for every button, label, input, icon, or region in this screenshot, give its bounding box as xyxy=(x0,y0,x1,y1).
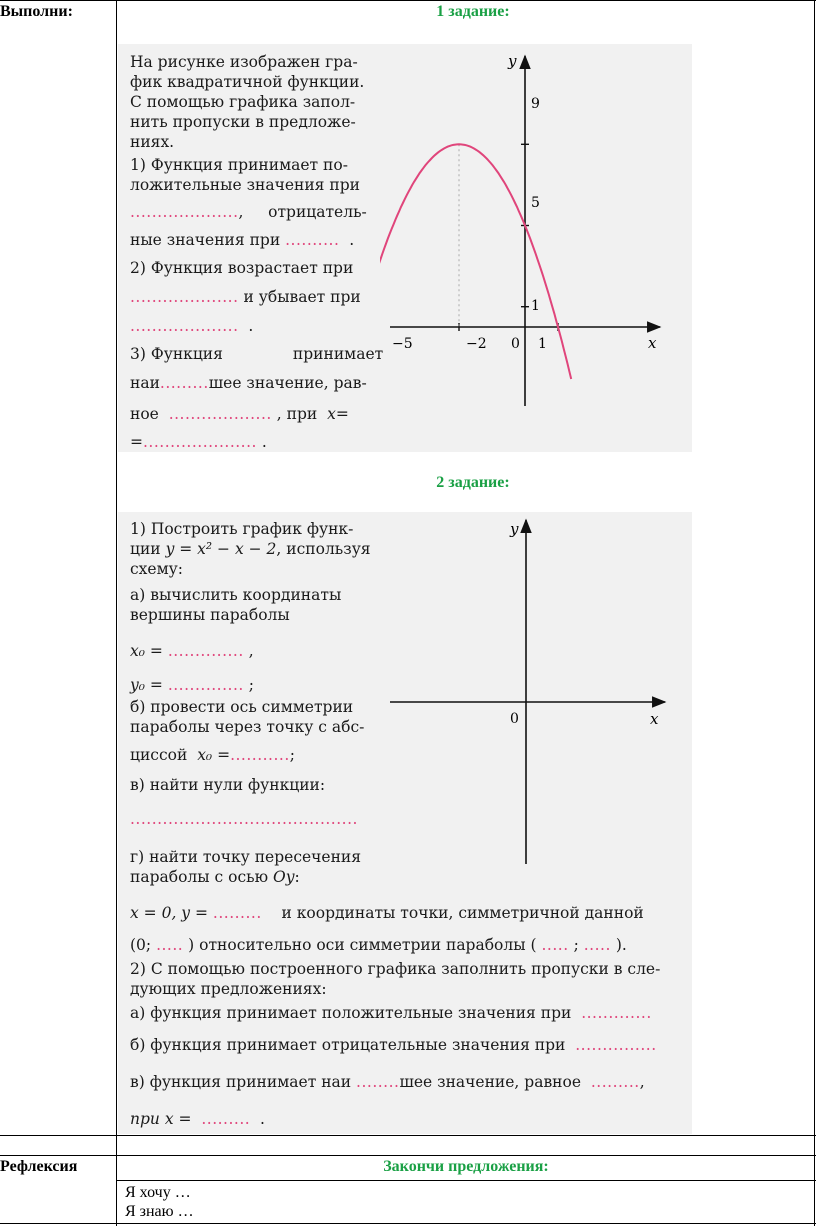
t1-function-label: 3) Функция xyxy=(130,345,223,363)
t1-value-label: шее значение, рав- xyxy=(208,374,367,392)
t1-line-1: На рисунке изображен гра- xyxy=(130,53,358,71)
t2-line-20 xyxy=(130,1035,657,1055)
left-header: Выполни: xyxy=(0,3,73,20)
t1-ytick-5: 5 xyxy=(531,195,540,211)
reflection-inner-divider xyxy=(116,1180,816,1181)
blank-t2-extremum[interactable]: ........ xyxy=(356,1073,400,1091)
t2-relative: ) относительно оси симметрии параболы ( xyxy=(188,936,537,954)
blank-t2-positive[interactable]: ............. xyxy=(581,1004,652,1022)
blank-sym-x[interactable]: ..... xyxy=(541,936,569,954)
t2-axis-oy: параболы с осью xyxy=(130,868,269,886)
blank-sym-y[interactable]: ..... xyxy=(583,936,611,954)
t1-line-2: фик квадратичной функции. xyxy=(130,73,365,91)
t1-line-5: ниях. xyxy=(130,133,175,151)
t2-y-label: y xyxy=(510,520,519,538)
t1-line-6: 1) Функция принимает по- xyxy=(130,156,348,174)
t1-nai-label: наи xyxy=(130,374,160,392)
t1-equal-label: ное xyxy=(130,405,159,423)
reflection-title: Закончи предложения: xyxy=(383,1158,549,1175)
t2-at-x: при x = xyxy=(130,1110,192,1128)
t2-line-13: г) найти точку пересечения xyxy=(130,848,362,866)
t1-xtick-0: 0 xyxy=(511,336,520,352)
table-row-divider-2 xyxy=(0,1155,816,1156)
blank-x0[interactable]: .............. xyxy=(167,642,244,660)
blank-positive[interactable]: .................... xyxy=(130,203,239,221)
t1-y-label: y xyxy=(508,52,517,70)
t1-decrease-label: и убывает при xyxy=(243,288,361,306)
t1-line-4: нить пропуски в предложе- xyxy=(130,113,356,131)
t2-x-label: x xyxy=(650,710,659,728)
blank-extreme-value[interactable]: ................... xyxy=(168,405,272,423)
t1-xtick-m5: −5 xyxy=(392,336,413,352)
t2-line-9: параболы через точку с абс- xyxy=(130,718,365,736)
reflection-line-1: Я хочу … xyxy=(125,1184,191,1201)
table-top-border xyxy=(0,0,816,1)
t2-x0-y: x = 0, y = xyxy=(130,904,208,922)
t2-line-14: параболы с осью Oy: xyxy=(130,868,300,886)
task1-text xyxy=(130,52,384,452)
t1-line-15 xyxy=(130,404,349,424)
t2-line-16 xyxy=(130,935,627,955)
t2-tsii: ции xyxy=(130,540,161,558)
table-row-divider-1 xyxy=(0,1135,816,1136)
t1-takes-label: принимает xyxy=(292,345,384,363)
t1-line-10: 2) Функция возрастает при xyxy=(130,259,354,277)
t2-line-11: в) найти нули функции: xyxy=(130,776,326,794)
blank-y0[interactable]: .............. xyxy=(167,676,244,694)
t2-x0-b: x₀ = xyxy=(197,746,231,764)
t2-abscissa: циссой xyxy=(130,746,188,764)
blank-axis-x0[interactable]: ........... xyxy=(230,746,290,764)
t1-line-7: ложительные значения при xyxy=(130,176,360,194)
blank-t2-value[interactable]: ......... xyxy=(590,1073,640,1091)
blank-extremum[interactable]: ......... xyxy=(159,374,209,392)
blank-zeros[interactable]: .......................................... xyxy=(130,810,358,828)
t1-xtick-1: 1 xyxy=(538,336,547,352)
blank-decrease[interactable]: .................... xyxy=(130,317,239,335)
t1-x-var: x xyxy=(327,405,336,423)
t2-symmetric: и координаты точки, симметричной данной xyxy=(281,904,644,922)
t1-xtick-m2: −2 xyxy=(466,336,487,352)
reflection-line-2: Я знаю … xyxy=(125,1203,194,1220)
t2-line-10: циссой x₀ =...........; xyxy=(130,746,295,764)
t2-line-17: 2) С помощью построенного графика заполнить пропуски в сле- xyxy=(130,960,661,978)
t2-negative: б) функция принимает отрицательные значения при xyxy=(130,1036,566,1054)
t2-line-6: x₀ = .............. , xyxy=(130,642,254,660)
t1-at-label: , при xyxy=(276,405,318,423)
t2-period: . xyxy=(260,1110,265,1128)
reflection-label: Рефлексия xyxy=(0,1158,78,1175)
t2-line-2 xyxy=(130,539,371,559)
t2-oy: Oy xyxy=(273,868,295,886)
t2-y0: y₀ = xyxy=(130,676,163,694)
blank-extreme-x[interactable]: ..................... xyxy=(143,433,257,451)
t2-line-8: б) провести ось симметрии xyxy=(130,698,354,716)
task2-title: 2 задание: xyxy=(436,474,510,491)
t1-line-11 xyxy=(130,287,361,307)
t1-line-14 xyxy=(130,373,367,393)
t2-positive: а) функция принимает положительные значения при xyxy=(130,1004,572,1022)
blank-point-y[interactable]: ..... xyxy=(156,936,184,954)
t2-line-12 xyxy=(130,809,358,829)
t2-close: ). xyxy=(615,936,627,954)
blank-t2-negative[interactable]: ............... xyxy=(575,1036,657,1054)
blank-increase[interactable]: .................... xyxy=(130,288,239,306)
t1-ytick-9: 9 xyxy=(531,96,540,112)
t2-nai: в) функция принимает наи xyxy=(130,1073,352,1091)
t1-line-9: ные значения при .......... . xyxy=(130,231,355,249)
t2-line-22 xyxy=(130,1109,265,1129)
t2-formula: y = x² − x − 2 xyxy=(165,540,277,558)
t1-ytick-1: 1 xyxy=(531,298,540,314)
t1-line-12: .................... . xyxy=(130,317,254,335)
t2-open-point: (0; xyxy=(130,936,152,954)
t1-eq-sign: = xyxy=(335,405,349,423)
t1-eq-sign-2: = xyxy=(130,433,143,451)
t2-line-3: схему: xyxy=(130,560,183,578)
t1-line-16: =..................... . xyxy=(130,433,267,451)
t1-x-label: x xyxy=(648,334,657,352)
blank-y-intercept[interactable]: ......... xyxy=(212,904,262,922)
t2-equal: шее значение, равное xyxy=(399,1073,582,1091)
table-column-divider xyxy=(116,0,117,1226)
table-bottom-border xyxy=(0,1223,816,1224)
blank-negative[interactable]: .......... xyxy=(285,231,340,249)
t2-semicolon: ; xyxy=(573,936,579,954)
t1-line-13 xyxy=(130,344,383,364)
t2-line-4: а) вычислить координаты xyxy=(130,586,342,604)
t2-x0: x₀ = xyxy=(130,642,163,660)
t2-origin-label: 0 xyxy=(510,711,519,727)
task1-title: 1 задание: xyxy=(436,3,510,20)
t2-line-1: 1) Построить график функ- xyxy=(130,520,354,538)
t2-line-15 xyxy=(130,903,644,923)
t1-line-8: ...................., отрицатель- xyxy=(130,203,367,221)
t2-line-5: вершины параболы xyxy=(130,606,290,624)
table-right-border xyxy=(814,0,815,1226)
t1-neg-values-label: ные значения при xyxy=(130,231,281,249)
t2-line-21: в) функция принимает наи ........шее значение, равное ........., xyxy=(130,1073,645,1091)
blank-t2-x[interactable]: ......... xyxy=(201,1110,251,1128)
t2-line-18: дующих предложениях: xyxy=(130,980,327,998)
task1-graph xyxy=(380,44,680,452)
t2-line-7: y₀ = .............. ; xyxy=(130,676,254,694)
t2-line-19 xyxy=(130,1003,652,1023)
t1-line-3: С помощью графика запол- xyxy=(130,93,356,111)
t2-using: , используя xyxy=(276,540,371,558)
t1-negative-label: отрицатель- xyxy=(268,203,367,221)
task2-text xyxy=(130,519,680,1129)
